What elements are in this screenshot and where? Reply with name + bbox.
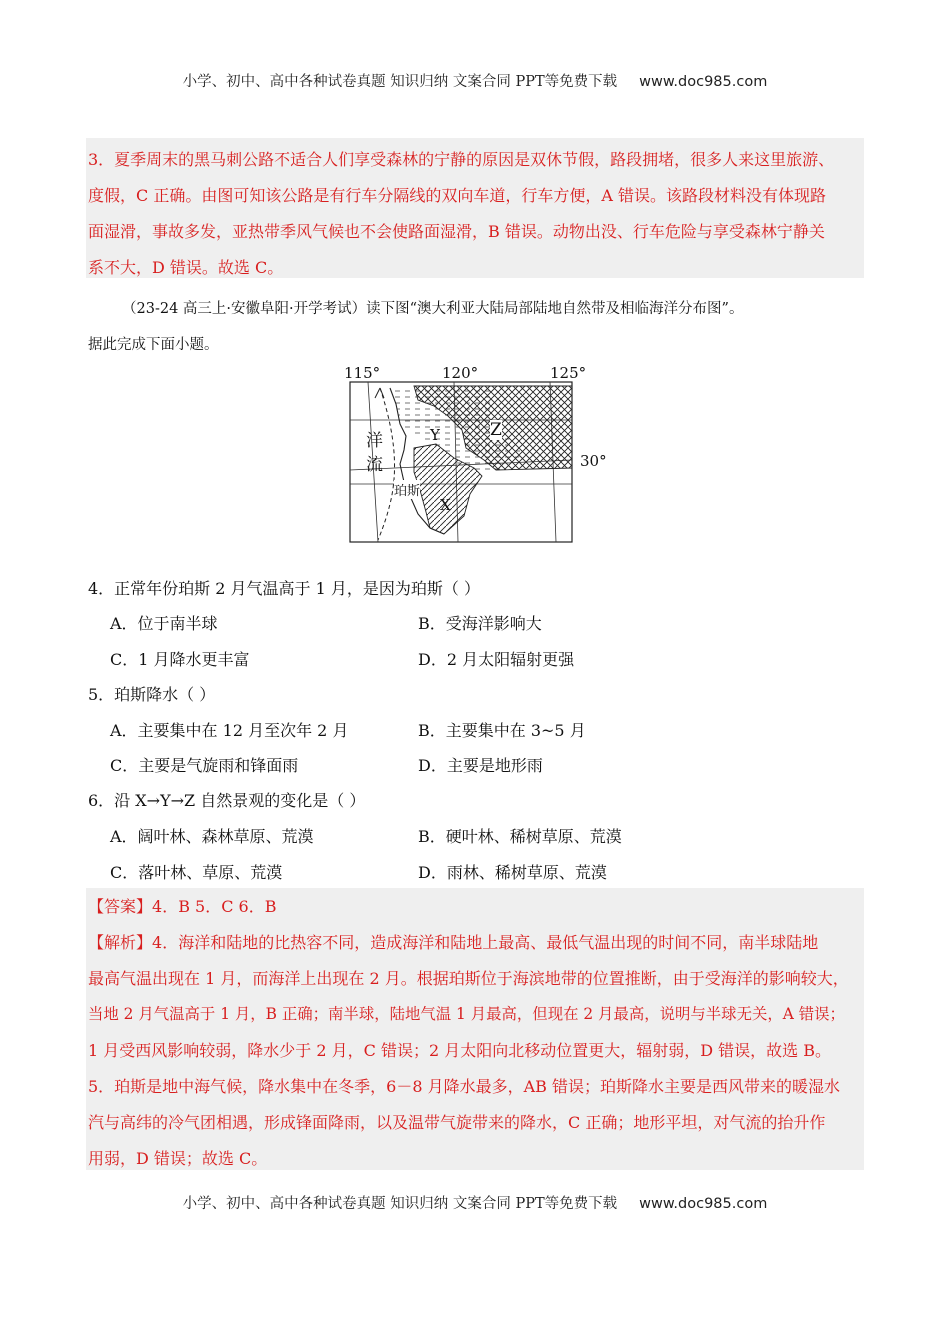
option-a[interactable]: A．阔叶林、森林草原、荒漠: [110, 827, 314, 846]
current-label: 洋: [366, 431, 383, 451]
analysis-line: 当地 2 月气温高于 1 月，B 正确；南半球，陆地气温 1 月最高，但现在 2 月最高，说明与半球无关，A 错误；: [88, 1005, 845, 1023]
lon-label: 120°: [442, 364, 479, 382]
option-a[interactable]: A．位于南半球: [110, 614, 218, 633]
page-header: [0, 70, 950, 91]
header-url[interactable]: www.doc985.com: [639, 74, 768, 90]
lat-label: 30°: [580, 452, 607, 470]
analysis-line: 汽与高纬的冷气团相遇，形成锋面降雨，以及温带气旋带来的降水，C 正确；地形平坦，对气流的抬升作: [88, 1113, 826, 1132]
explanation-line: 面湿滑，事故多发，亚热带季风气候也不会使路面湿滑，B 错误。动物出没、行车危险与享受森林宁静关: [88, 222, 825, 241]
page-footer: [0, 1192, 950, 1213]
footer-url[interactable]: www.doc985.com: [639, 1196, 768, 1212]
analysis-line: 1 月受西风影响较弱，降水少于 2 月，C 错误；2 月太阳向北移动位置更大，辐射弱，D 错误，故选 B。: [88, 1041, 831, 1060]
option-c[interactable]: C．主要是气旋雨和锋面雨: [110, 756, 299, 775]
option-b[interactable]: B．主要集中在 3~5 月: [418, 721, 586, 740]
explanation-line: 度假，C 正确。由图可知该公路是有行车分隔线的双向车道，行车方便，A 错误。该路段材料没有体现路: [88, 186, 826, 205]
analysis-line: 最高气温出现在 1 月，而海洋上出现在 2 月。根据珀斯位于海滨地带的位置推断，由于受海洋的影响较大，: [88, 969, 849, 988]
zone-z-label: Z: [490, 420, 502, 440]
question-stem: 4．正常年份珀斯 2 月气温高于 1 月，是因为珀斯（ ）: [88, 579, 480, 598]
answer-line: [88, 894, 277, 917]
answer-text: 4．B 5．C 6．B: [152, 897, 277, 916]
option-d[interactable]: D．2 月太阳辐射更强: [418, 650, 575, 669]
current-label: 流: [366, 455, 383, 475]
option-b[interactable]: B．硬叶林、稀树草原、荒漠: [418, 827, 622, 846]
analysis-text: 4．海洋和陆地的比热容不同，造成海洋和陆地上最高、最低气温出现的时间不同，南半球陆地: [152, 933, 819, 952]
explanation-line: 3．夏季周末的黑马刺公路不适合人们享受森林的宁静的原因是双休节假，路段拥堵，很多人来这里旅游、: [88, 150, 835, 169]
question-intro: （23-24 高三上·安徽阜阳·开学考试）读下图“澳大利亚大陆局部陆地自然带及相临海洋分布图”。: [122, 301, 744, 317]
city-label: 珀斯: [394, 480, 420, 499]
map-figure: [344, 364, 606, 546]
option-d[interactable]: D．雨林、稀树草原、荒漠: [418, 863, 607, 882]
analysis-label: 【解析】: [88, 933, 153, 952]
question-stem: 5．珀斯降水（ ）: [88, 685, 216, 704]
footer-text: 小学、初中、高中各种试卷真题 知识归纳 文案合同 PPT等免费下载: [182, 1196, 618, 1212]
map-svg: [344, 364, 606, 546]
header-text: 小学、初中、高中各种试卷真题 知识归纳 文案合同 PPT等免费下载: [182, 74, 618, 90]
question-intro-2: 据此完成下面小题。: [88, 337, 219, 353]
option-a[interactable]: A．主要集中在 12 月至次年 2 月: [110, 721, 349, 740]
option-d[interactable]: D．主要是地形雨: [418, 756, 543, 775]
option-c[interactable]: C．落叶林、草原、荒漠: [110, 863, 283, 882]
analysis-line: 用弱，D 错误；故选 C。: [88, 1149, 268, 1168]
analysis-line: [88, 930, 818, 953]
lon-label: 115°: [344, 364, 381, 382]
answer-label: 【答案】: [88, 897, 153, 916]
option-b[interactable]: B．受海洋影响大: [418, 614, 542, 633]
option-c[interactable]: C．1 月降水更丰富: [110, 650, 250, 669]
explanation-line: 系不大，D 错误。故选 C。: [88, 258, 284, 277]
lon-label: 125°: [550, 364, 587, 382]
question-stem: 6．沿 X→Y→Z 自然景观的变化是（ ）: [88, 791, 366, 810]
zone-x-label: X: [440, 496, 451, 514]
analysis-line: 5．珀斯是地中海气候，降水集中在冬季，6－8 月降水最多，AB 错误；珀斯降水主要是西风带来的暖湿水: [88, 1077, 841, 1096]
zone-y-label: Y: [430, 426, 440, 444]
